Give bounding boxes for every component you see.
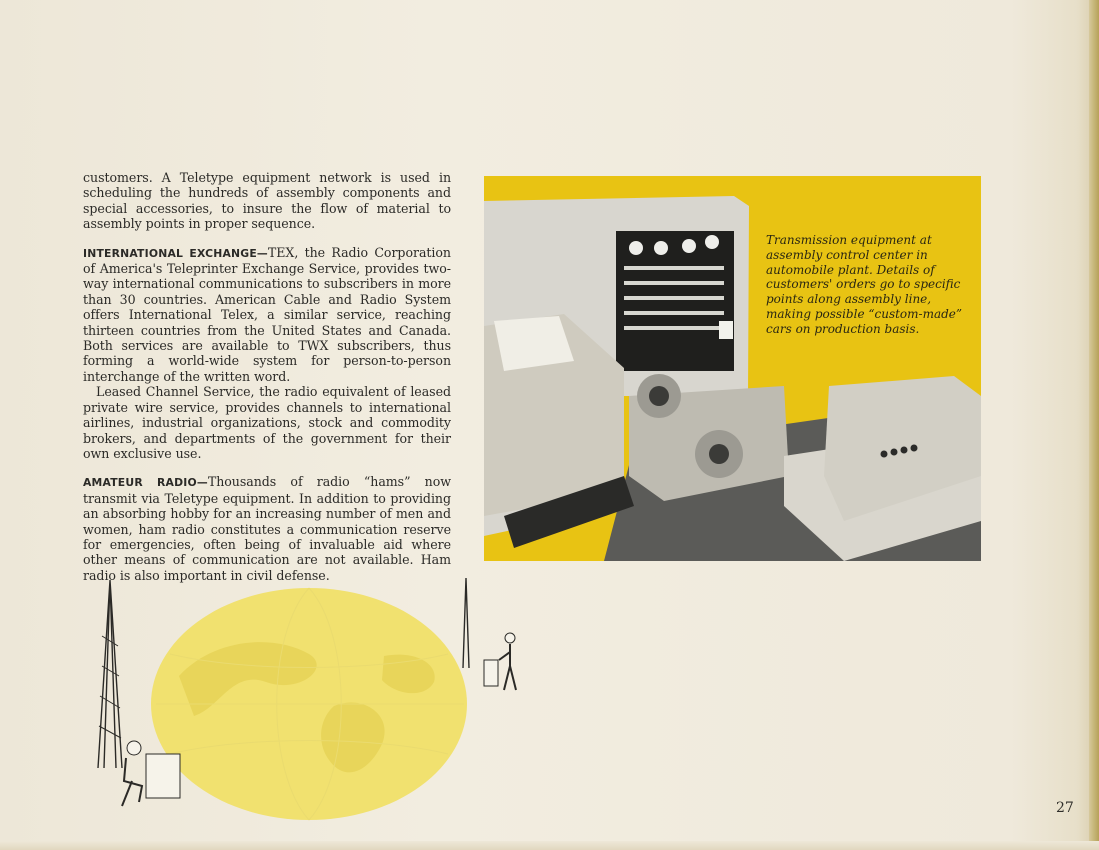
panel-row-4	[624, 311, 724, 315]
intro-paragraph: customers. A Teletype equipment network is used in scheduling the hundreds of assembly components and special accessories, to insure the flow of material to assembly points in proper sequence.	[83, 170, 451, 232]
left-operator-head	[127, 741, 141, 755]
panel-dial-1	[629, 241, 643, 255]
amateur-radio-heading: AMATEUR RADIO—	[83, 476, 208, 490]
globe-illustration	[84, 576, 534, 826]
left-operator-body	[122, 758, 142, 806]
left-radio-tower	[98, 580, 122, 768]
transmitter-knob-2	[891, 449, 898, 456]
panel-dial-3	[682, 239, 696, 253]
leased-channel-paragraph: Leased Channel Service, the radio equivalent of leased private wire service, provides channels to international airlines, industrial organizations, stock and commodity brokers, and departments of the government for their own exclusive use.	[83, 384, 451, 461]
right-operator-body	[499, 644, 516, 690]
panel-row-3	[624, 296, 724, 300]
international-exchange-paragraph	[83, 245, 451, 385]
right-operator-head	[505, 633, 515, 643]
bottom-edge	[0, 841, 1099, 850]
panel-dial-4	[705, 235, 719, 249]
body-text-column	[83, 170, 451, 583]
transmitter-knob-3	[901, 447, 908, 454]
international-exchange-text: TEX, the Radio Corporation of America's Teleprinter Exchange Service, provides two-way international communications to subscribers in more than 30 countries. American Cable and Radio System offers International Telex, a similar service, reaching thirteen countries from the United States and Canada. Both services are available to TWX subscribers, thus forming a world-wide system for person-to-person interchange of the written word.	[83, 244, 451, 384]
amateur-radio-paragraph	[83, 474, 451, 583]
international-exchange-heading: INTERNATIONAL EXCHANGE—	[83, 246, 268, 260]
panel-dial-2	[654, 241, 668, 255]
operator-teletype	[146, 754, 180, 798]
binding-edge	[1089, 0, 1099, 850]
right-radio-tower	[463, 578, 469, 668]
photo-caption: Transmission equipment at assembly control center in automobile plant. Details of customers' orders go to specific points along assembly line, making possible “custom-made” cars on production basis.	[766, 233, 963, 336]
right-operator-teletype	[484, 660, 498, 686]
left-tower-braces	[99, 636, 121, 738]
panel-switch	[719, 321, 733, 339]
panel-row-5	[624, 326, 724, 330]
amateur-radio-text: Thousands of radio “hams” now transmit via Teletype equipment. In addition to providing an absorbing hobby for an increasing number of men and women, ham radio constitutes a communication reserve for emergencies, often being of invaluable aid where other means of communication are not available. Ham radio is also important in civil defense.	[83, 474, 451, 583]
page-number: 27	[1056, 800, 1074, 816]
transmitter-knob-1	[881, 451, 888, 458]
panel-row-2	[624, 281, 724, 285]
tape-reel-1-hub	[649, 386, 669, 406]
panel-row-1	[624, 266, 724, 270]
transmitter-knob-4	[911, 445, 918, 452]
tape-reel-2-hub	[709, 444, 729, 464]
